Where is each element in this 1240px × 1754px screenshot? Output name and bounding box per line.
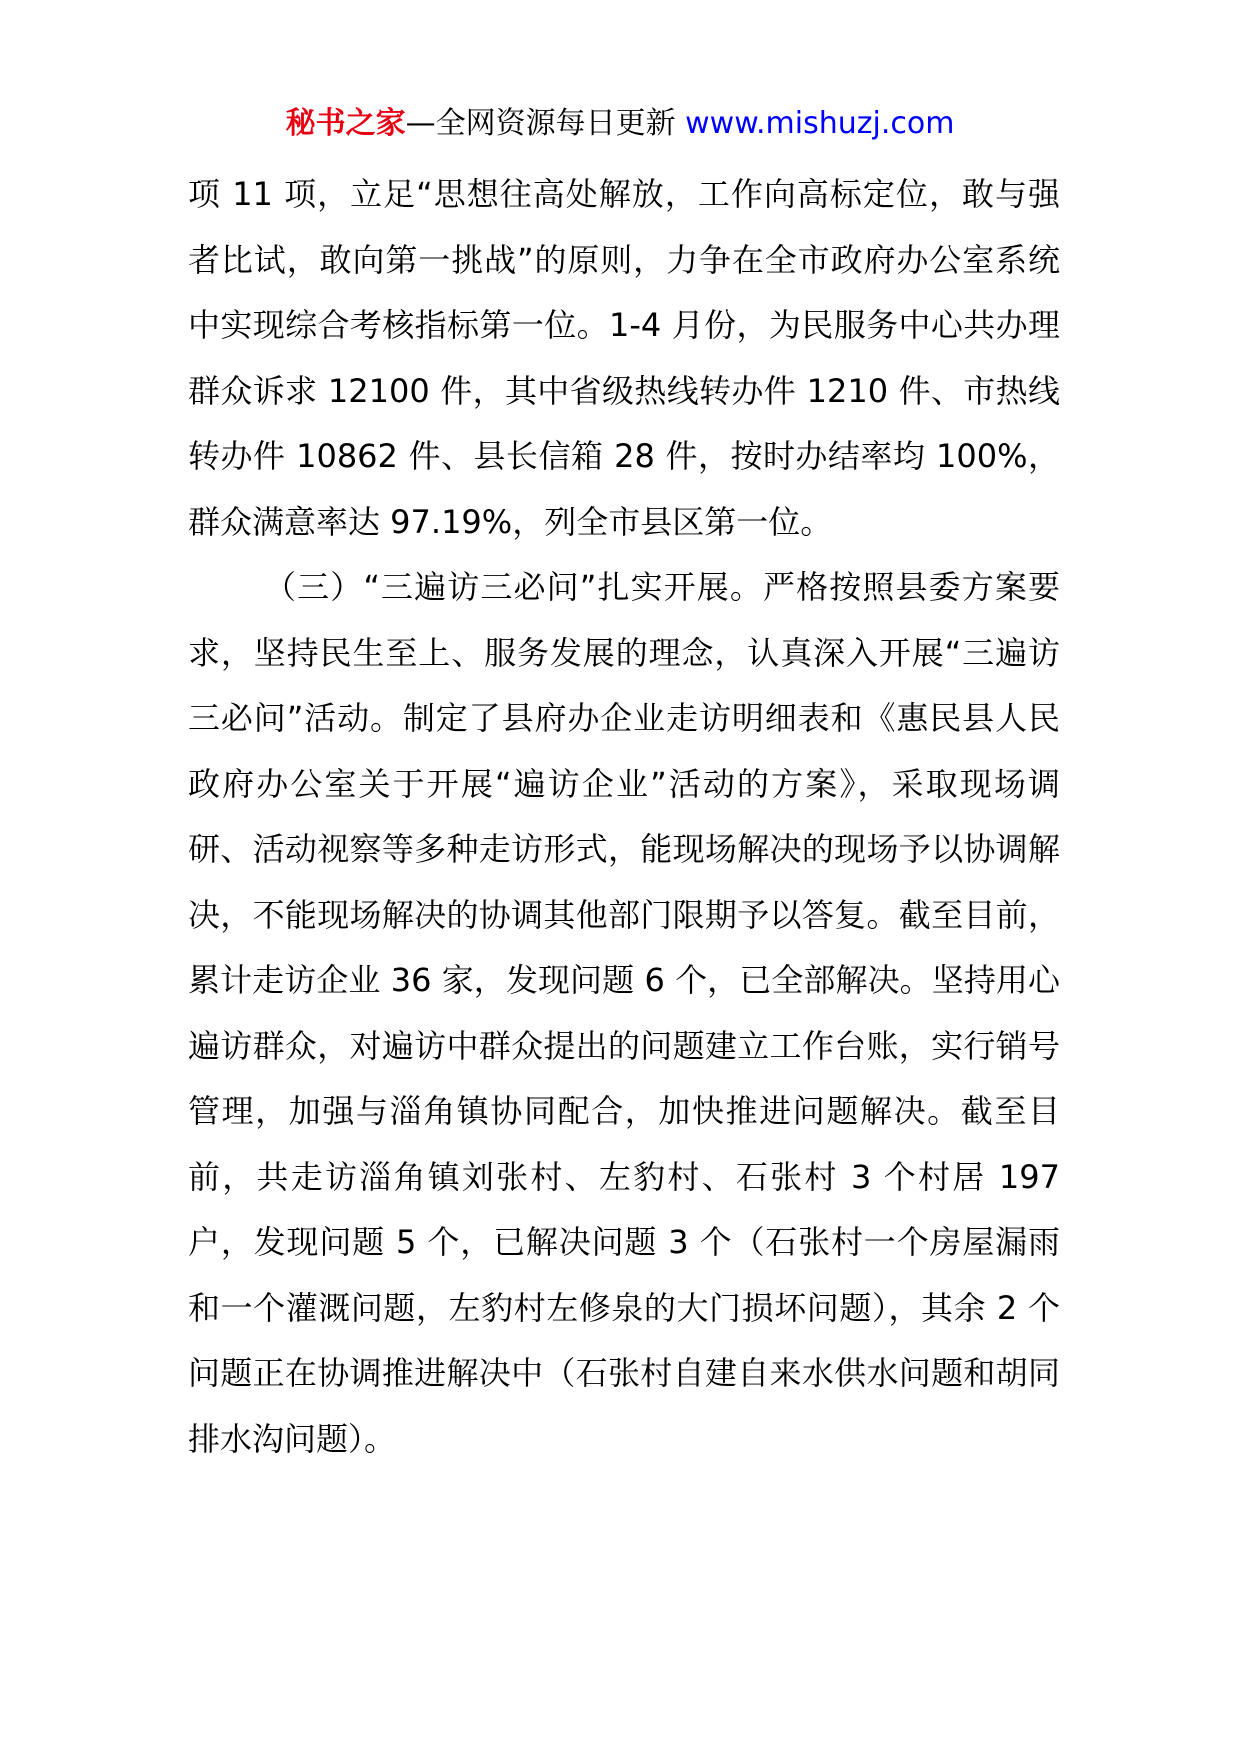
document-body xyxy=(188,162,1060,1472)
paragraph-1: 项 11 项，立足“思想往高处解放，工作向高标定位，敢与强者比试，敢向第一挑战”的原则，力争在全市政府办公室系统中实现综合考核指标第一位。1-4 月份，为民服务中心共办理群众诉求 12100 件，其中省级热线转办件 1210 件、市热线转办件 10862 件、县长信箱 28 件，按时办结率均 100%，群众满意率达 97.19%，列全市县区第一位。 xyxy=(188,175,1060,541)
brand-name: 秘书之家 xyxy=(285,106,406,141)
paragraph-2: （三）“三遍访三必问”扎实开展。严格按照县委方案要求，坚持民生至上、服务发展的理念，认真深入开展“三遍访三必问”活动。制定了县府办企业走访明细表和《惠民县人民政府办公室关于开展“遍访企业”活动的方案》，采取现场调研、活动视察等多种走访形式，能现场解决的现场予以协调解决，不能现场解决的协调其他部门限期予以答复。截至目前，累计走访企业 36 家，发现问题 6 个，已全部解决。坚持用心遍访群众，对遍访中群众提出的问题建立工作台账，实行销号管理，加强与淄角镇协同配合，加快推进问题解决。截至目前，共走访淄角镇刘张村、左豹村、石张村 3 个村居 197 户，发现问题 5 个，已解决问题 3 个（石张村一个房屋漏雨和一个灌溉问题，左豹村左修泉的大门损坏问题），其余 2 个问题正在协调推进解决中（石张村自建自来水供水问题和胡同排水沟问题）。 xyxy=(188,568,1060,1458)
header-tagline: —全网资源每日更新 xyxy=(405,106,686,141)
site-header xyxy=(0,100,1240,148)
website-link[interactable]: www.mishuzj.com xyxy=(685,106,955,141)
